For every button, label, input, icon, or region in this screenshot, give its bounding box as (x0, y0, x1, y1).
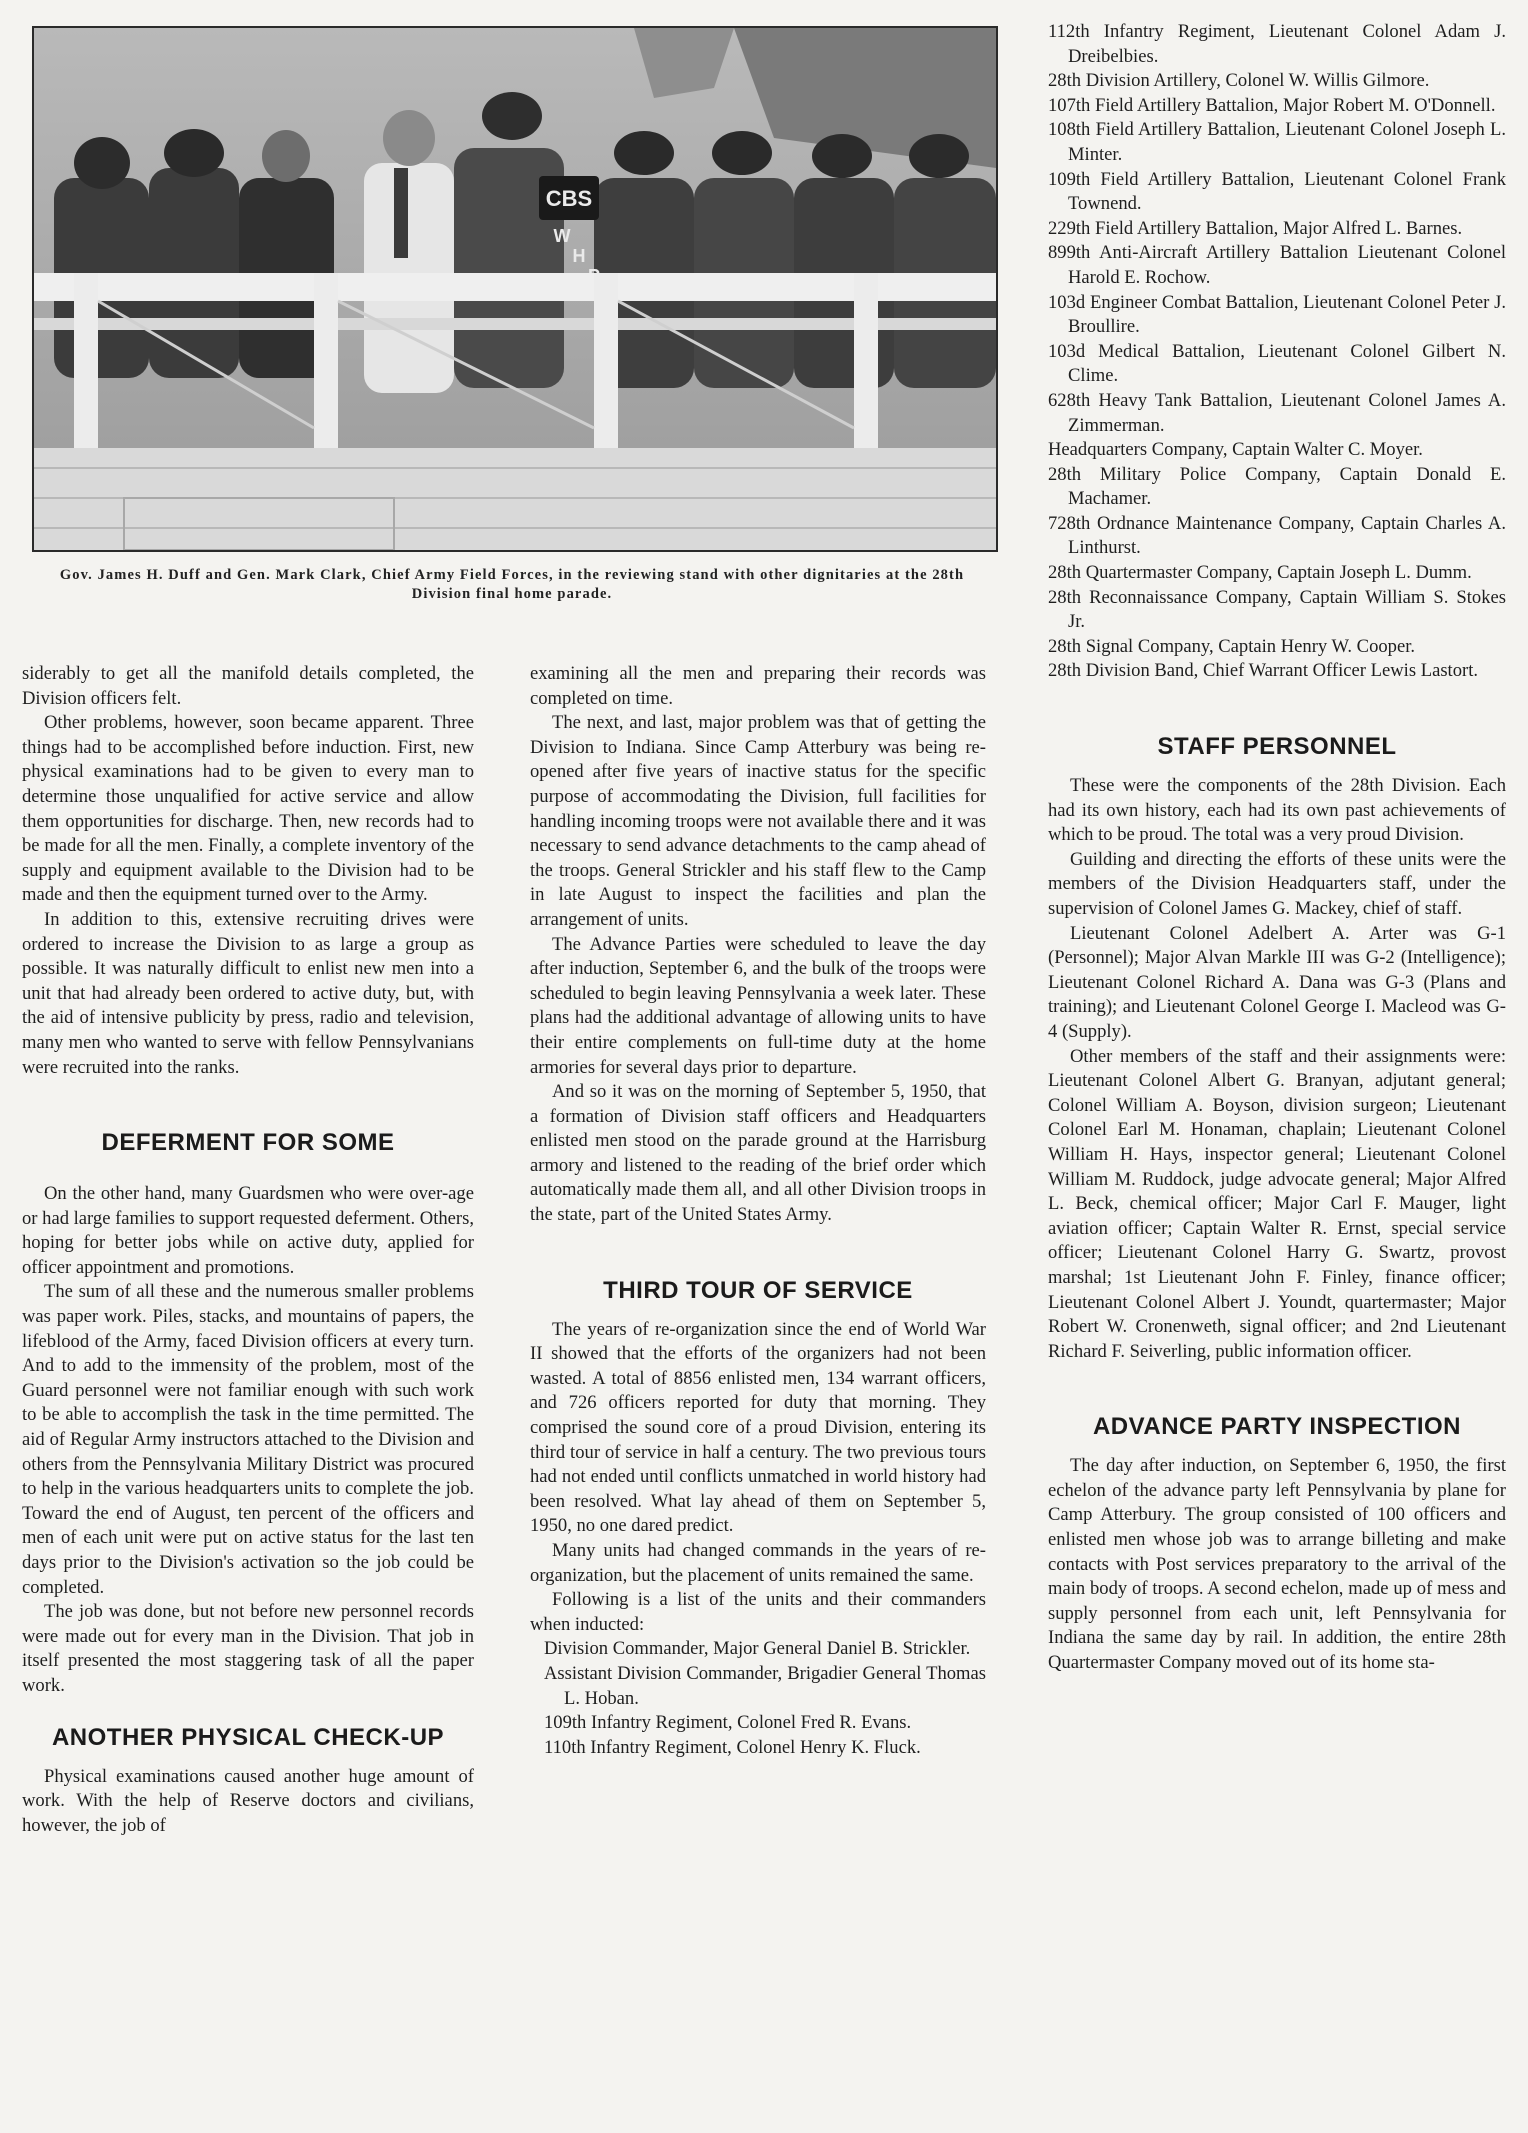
unit-list-item: 108th Field Artillery Battalion, Lieutenant Colonel Joseph L. Minter. (1048, 119, 1506, 165)
paragraph: Other members of the staff and their assignments were: Lieutenant Colonel Albert G. Branyan, adjutant general; Colonel William A. Boyson, division surgeon; Lieutenant Colonel Earl M. Honaman, chaplain; Lieutenant Colonel William H. Hays, inspector general; Lieutenant Colonel William M. Ruddock, judge advocate general; Major Alfred L. Beck, chemical officer; Major Carl F. Mauger, light aviation officer; Captain Walter R. Ernst, special service officer; Lieutenant Colonel Harry G. Swartz, provost marshal; 1st Lieutenant John F. Finley, finance officer; Lieutenant Colonel Albert J. Youndt, quartermaster; Major Robert W. Cronenweth, signal officer; and 2nd Lieutenant Richard F. Seiverling, public information officer. (1048, 1045, 1506, 1362)
unit-list-item: Division Commander, Major General Daniel B. Strickler. (544, 1638, 971, 1660)
paragraph: examining all the men and preparing their records was completed on time. (530, 663, 986, 709)
unit-list-item: 103d Medical Battalion, Lieutenant Colonel Gilbert N. Clime. (1048, 340, 1506, 387)
section-heading-staff-personnel: STAFF PERSONNEL (1157, 733, 1397, 761)
unit-list-item: 28th Quartermaster Company, Captain Joseph L. Dumm. (1048, 562, 1472, 584)
unit-list-item: 728th Ordnance Maintenance Company, Captain Charles A. Linthurst. (1048, 512, 1506, 559)
paragraph: On the other hand, many Guardsmen who were over-age or had large families to support requested deferment. Others, hoping for better jobs while on active duty, applied for officer appointment and promotions. (22, 1183, 474, 1278)
paragraph: Physical examinations caused another huge amount of work. With the help of Reserve doctors and civilians, however, the job of (22, 1765, 474, 1836)
unit-list-item: 107th Field Artillery Battalion, Major Robert M. O'Donnell. (1048, 94, 1496, 116)
unit-list-item: 109th Infantry Regiment, Colonel Fred R. Evans. (544, 1712, 912, 1734)
paragraph: Guilding and directing the efforts of these units were the members of the Division Headquarters staff, under the supervision of Colonel James G. Mackey, chief of staff. (1048, 848, 1506, 919)
column-3 (1048, 20, 1506, 1676)
unit-list-item: 28th Division Artillery, Colonel W. Willis Gilmore. (1048, 70, 1430, 92)
paragraph: siderably to get all the manifold details completed, the Division officers felt. (22, 663, 474, 709)
section-heading-advance-party: ADVANCE PARTY INSPECTION (1092, 1413, 1462, 1441)
unit-list-item: 112th Infantry Regiment, Lieutenant Colonel Adam J. Dreibelbies. (1048, 21, 1506, 67)
reviewing-stand-photo (32, 26, 998, 552)
paragraph: The years of re-organization since the end of World War II showed that the efforts of the organizers had not been wasted. A total of 8856 enlisted men, 134 warrant officers, and 726 officers reported for duty that morning. They comprised the sound core of a proud Division, entering its third tour of service in half a century. The two previous tours had not ended until conflicts unmatched in world history had been resolved. What lay ahead of them on September 5, 1950, no one dared predict. (530, 1318, 986, 1537)
paragraph: These were the components of the 28th Division. Each had its own history, each had its own past achievements of which to be proud. The total was a very proud Division. (1048, 775, 1506, 846)
column-1 (22, 662, 474, 1838)
paragraph: Many units had changed commands in the years of re-organization, but the placement of units remained the same. (530, 1540, 986, 1586)
unit-list-item: 28th Division Band, Chief Warrant Officer Lewis Lastort. (1048, 660, 1479, 682)
section-heading-deferment: DEFERMENT FOR SOME (101, 1129, 395, 1157)
paragraph: Following is a list of the units and their commanders when inducted: (530, 1589, 986, 1635)
unit-list-item: 103d Engineer Combat Battalion, Lieutenant Colonel Peter J. Broullire. (1048, 291, 1506, 338)
paragraph: Other problems, however, soon became apparent. Three things had to be accomplished before induction. First, new physical examinations had to be given to every man to determine those unqualified for active service and allow them opportunities for discharge. Then, new records had to be made for all the men. Finally, a complete inventory of the supply and equipment available to the Division had to be made and then the equipment turned over to the Army. (22, 712, 474, 906)
paragraph: The job was done, but not before new personnel records were made out for every man in the Division. That job in itself presented the most staggering task of all the paper work. (22, 1601, 474, 1696)
section-heading-physical-checkup: ANOTHER PHYSICAL CHECK-UP (51, 1723, 445, 1751)
mic-sign-letter-2: H (572, 246, 586, 266)
unit-list-item: 28th Reconnaissance Company, Captain William S. Stokes Jr. (1048, 586, 1506, 633)
unit-list-item: 110th Infantry Regiment, Colonel Henry K. Fluck. (544, 1736, 921, 1758)
unit-list-item: Assistant Division Commander, Brigadier General Thomas L. Hoban. (544, 1662, 986, 1709)
unit-list-item: 28th Signal Company, Captain Henry W. Cooper. (1048, 635, 1416, 657)
paragraph: In addition to this, extensive recruiting drives were ordered to increase the Division to as large a group as possible. It was naturally difficult to enlist new men into a unit that had already been ordered to active duty, but, with the aid of intensive publicity by press, radio and television, many men who wanted to serve with fellow Pennsylvanians were recruited into the ranks. (22, 908, 474, 1078)
unit-list-item: 28th Military Police Company, Captain Donald E. Machamer. (1048, 463, 1506, 510)
paragraph: And so it was on the morning of September 5, 1950, that a formation of Division staff officers and Headquarters enlisted men stood on the parade ground at the Harrisburg armory and listened to the reading of the brief order which automatically made them all, and all other Division troops in the state, part of the United States Army. (530, 1081, 986, 1226)
paragraph: The next, and last, major problem was that of getting the Division to Indiana. Since Camp Atterbury was being re-opened after five years of inactive status for the specific purpose of accommodating the Division, full facilities for handling incoming troops were not available there and it was necessary to send advance detachments to the camp ahead of the troops. General Strickler and his staff flew to the Camp in late August to inspect the facilities and plan the arrangement of units. (530, 712, 986, 930)
mic-sign-letter-1: W (553, 226, 571, 246)
paragraph: The Advance Parties were scheduled to leave the day after induction, September 6, and the bulk of the troops were scheduled to begin leaving Pennsylvania a week later. These plans had the additional advantage of allowing units to have their entire complements on full-time duty at the home armories for several days prior to departure. (530, 933, 986, 1078)
unit-list-item: 229th Field Artillery Battalion, Major Alfred L. Barnes. (1048, 217, 1463, 239)
paragraph: The sum of all these and the numerous smaller problems was paper work. Piles, stacks, and mountains of papers, the lifeblood of the Army, faced Division officers at every turn. And to add to the immensity of the problem, most of the Guard personnel were not familiar enough with such work to be able to accomplish the task in the time permitted. The aid of Regular Army instructors attached to the Division and others from the Pennsylvania Military District was procured to help in the various headquarters units to complete the job. Toward the end of August, ten percent of the officers and men of each unit were put on active status for the last ten days prior to the Division's activation so the job could be completed. (22, 1281, 474, 1598)
photo-caption: Gov. James H. Duff and Gen. Mark Clark, Chief Army Field Forces, in the reviewing stand with other dignitaries at the 28th Division final home parade. (59, 567, 965, 602)
column-2 (530, 662, 986, 1760)
unit-list-item: Headquarters Company, Captain Walter C. Moyer. (1048, 439, 1423, 461)
unit-list-item: 899th Anti-Aircraft Artillery Battalion Lieutenant Colonel Harold E. Rochow. (1048, 242, 1506, 288)
paragraph: Lieutenant Colonel Adelbert A. Arter was G-1 (Personnel); Major Alvan Markle III was G-2 (Intelligence); Lieutenant Colonel Richard A. Dana was G-3 (Plans and training); and Lieutenant Colonel George I. Macleod was G-4 (Supply). (1048, 922, 1506, 1042)
paragraph: The day after induction, on September 6, 1950, the first echelon of the advance party left Pennsylvania by plane for Camp Atterbury. The group consisted of 100 officers and enlisted men whose job was to arrange billeting and make contacts with Post services preparatory to the arrival of the main body of troops. A second echelon, made up of mess and supply personnel from each unit, left Pennsylvania for Indiana the same day by rail. In addition, the entire 28th Quartermaster Company moved out of its home sta- (1048, 1455, 1506, 1674)
unit-list-item: 628th Heavy Tank Battalion, Lieutenant Colonel James A. Zimmerman. (1048, 389, 1506, 436)
section-heading-third-tour: THIRD TOUR OF SERVICE (603, 1276, 913, 1304)
photo-illustration (34, 28, 996, 550)
mic-sign-text: CBS (545, 186, 593, 211)
unit-list-item: 109th Field Artillery Battalion, Lieutenant Colonel Frank Townend. (1048, 168, 1506, 215)
